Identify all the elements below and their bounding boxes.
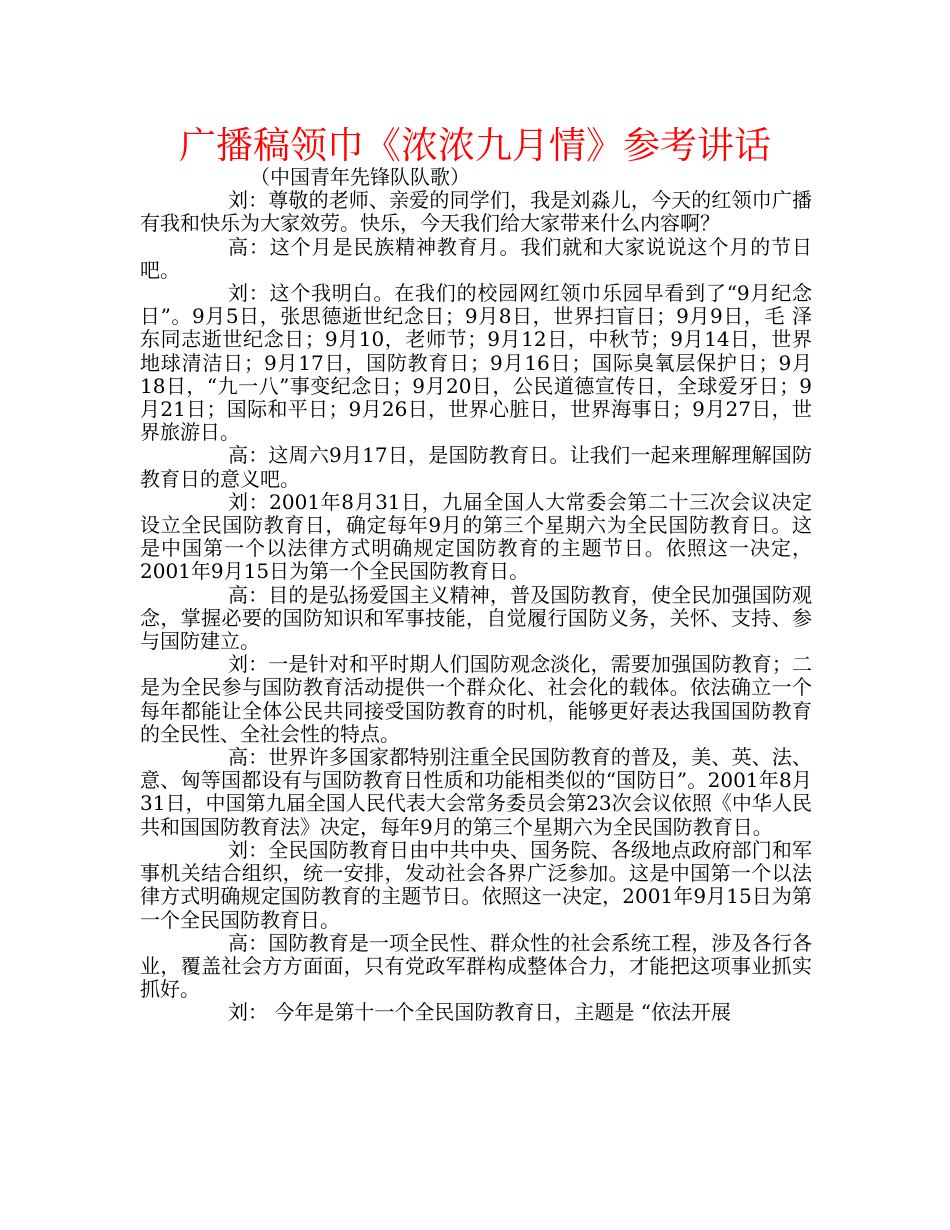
paragraph-1: 刘：尊敬的老师、亲爱的同学们，我是刘淼儿，今天的红领巾广播有我和快乐为大家效劳。快乐，今天我们给大家带来什么内容啊？ (140, 188, 812, 236)
paragraph-6: 高：目的是弘扬爱国主义精神，普及国防教育，使全民加强国防观念，掌握必要的国防知识和军事技能，自觉履行国防义务，关怀、支持、参与国防建立。 (140, 582, 812, 654)
paragraph-9: 刘：全民国防教育日由中共中央、国务院、各级地点政府部门和军事机关结合组织，统一安排，发动社会各界广泛参加。这是中国第一个以法律方式明确规定国防教育的主题节日。依照这一决定，2001年9月15日为第一个全民国防教育日。 (140, 837, 812, 932)
paragraph-4: 高：这周六9月17日，是国防教育日。让我们一起来理解理解国防教育日的意义吧。 (140, 443, 812, 491)
paragraph-11: 刘： 今年是第十一个全民国防教育日，主题是 “依法开展 (228, 1000, 731, 1025)
paragraph-10: 高：国防教育是一项全民性、群众性的社会系统工程，涉及各行各业，覆盖社会方方面面，只有党政军群构成整体合力，才能把这项事业抓实抓好。 (140, 930, 812, 1002)
paragraph-3: 刘：这个我明白。在我们的校园网红领巾乐园早看到了“9月纪念日”。9月5日，张思德逝世纪念日；9月8日，世界扫盲日；9月9日，毛 泽 东同志逝世纪念日；9月10，老师节；9月12日，中秋节；9月14日，世界地球清洁日；9月17日，国防教育日；9月16日；国际臭氧层保护日；9月18日，“九一八”事变纪念日；9月20日，公民道德宣传日，全球爱牙日；9月21日；国际和平日；9月26日，世界心脏日，世界海事日；9月27日，世界旅游日。 (140, 281, 812, 445)
document-body (140, 166, 812, 1025)
subtitle: （中国青年先锋队队歌） (250, 165, 470, 189)
paragraph-7: 刘：一是针对和平时期人们国防观念淡化，需要加强国防教育；二是为全民参与国防教育活动提供一个群众化、社会化的载体。依法确立一个每年都能让全体公民共同接受国防教育的时机，能够更好表达我国国防教育的全民性、全社会性的特点。 (140, 652, 812, 746)
page-title: 广播稿领巾《浓浓九月情》参考讲话 (179, 124, 771, 167)
paragraph-8: 高：世界许多国家都特别注重全民国防教育的普及，美、英、法、意、匈等国都设有与国防教育日性质和功能相类似的“国防日”。2001年8月31日，中国第九届全国人民代表大会常务委员会第23次会议依照《中华人民共和国国防教育法》决定，每年9月的第三个星期六为全民国防教育日。 (140, 745, 812, 839)
paragraph-2: 高：这个月是民族精神教育月。我们就和大家说说这个月的节日吧。 (140, 234, 812, 282)
paragraph-5: 刘：2001年8月31日，九届全国人大常委会第二十三次会议决定设立全民国防教育日，确定每年9月的第三个星期六为全民国防教育日。这是中国第一个以法律方式明确规定国防教育的主题节日。依照这一决定，2001年9月15日为第一个全民国防教育日。 (140, 489, 812, 584)
